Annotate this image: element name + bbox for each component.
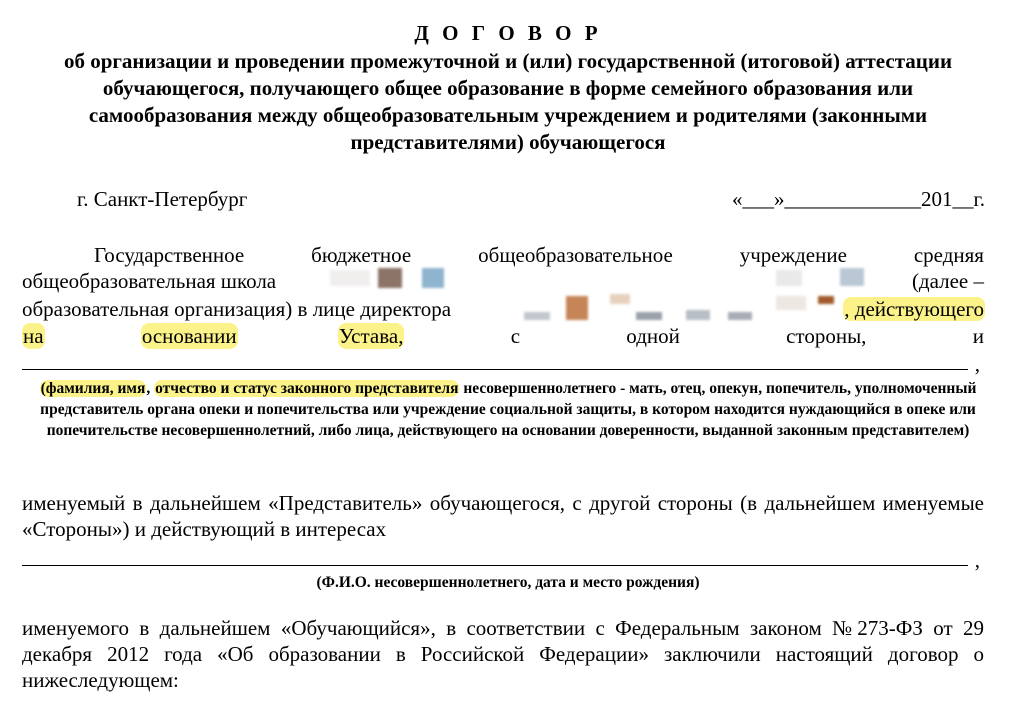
highlight-acting: , действующего [844, 297, 984, 321]
highlight-note-patronymic: отчество и статус законного представителя [155, 380, 459, 397]
contract-place: г. Санкт-Петербург [77, 187, 248, 211]
party1-word: с [510, 324, 521, 348]
party1-word: и [972, 324, 984, 348]
party1-line-3-start: образовательная организация) в лице директора [22, 297, 452, 321]
underline [22, 565, 968, 566]
highlight-word-charter: Устава, [338, 324, 404, 348]
closing-paragraph: именуемого в дальнейшем «Обучающийся», в соответствии с Федеральным законом №273-ФЗ от 29 декабря 2012 года «Об образовании в Российской Федерации» заключили настоящий договор о нижеследующем: [22, 616, 984, 692]
student-blank-field[interactable] [22, 546, 984, 572]
student-note: (Ф.И.О. несовершеннолетнего, дата и место рождения) [316, 574, 700, 591]
highlight-note-name: (фамилия, имя [40, 380, 146, 397]
party1-line-4 [22, 323, 984, 349]
party1-word: стороны, [786, 324, 867, 348]
party1-word: Государственное [94, 243, 245, 267]
contract-date-line: «___»_____________201__г. [732, 187, 985, 211]
blank-comma: , [974, 352, 980, 376]
representative-blank-field[interactable] [22, 350, 984, 376]
underline [22, 369, 968, 370]
redacted-school-name [330, 266, 890, 292]
party1-word: средняя [913, 243, 984, 267]
party1-line-1 [22, 242, 984, 268]
representative-note: (фамилия, имя, отчество и статус законного представителя несовершеннолетнего - мать, отец, опекун, попечитель, уполномоченный представитель органа опеки и попечительства или учреждение социальной защиты, в котором находится нуждающийся в опеке или попечительстве несовершеннолетний, либо лица, действующего на основании доверенности, выданной законным представителем) [40, 380, 977, 439]
party2-paragraph: именуемый в дальнейшем «Представитель» обучающегося, с другой стороны (в дальнейшем именуемые «Стороны») и действующий в интересах [22, 491, 984, 541]
document-title: Д О Г О В О Р [414, 21, 602, 45]
document-subtitle: об организации и проведении промежуточной и (или) государственной (итоговой) аттестации обучающегося, получающего общее образование в форме семейного образования или самообразования между общеобразовательным учреждением и родителями (законными представителями) обучающегося [63, 49, 953, 154]
highlight-word-basis: основании [141, 324, 237, 348]
party1-line-2-end: (далее – [911, 269, 984, 293]
party1-line-2-start: общеобразовательная школа [22, 269, 277, 293]
party1-word: общеобразовательное [478, 243, 673, 267]
party1-word: учреждение [739, 243, 847, 267]
party1-word: бюджетное [311, 243, 412, 267]
highlight-word-na: на [23, 324, 44, 348]
party1-word: одной [626, 324, 680, 348]
redacted-director-name [518, 292, 834, 322]
blank-comma: , [974, 548, 980, 572]
party1-line-3-end [843, 296, 985, 322]
